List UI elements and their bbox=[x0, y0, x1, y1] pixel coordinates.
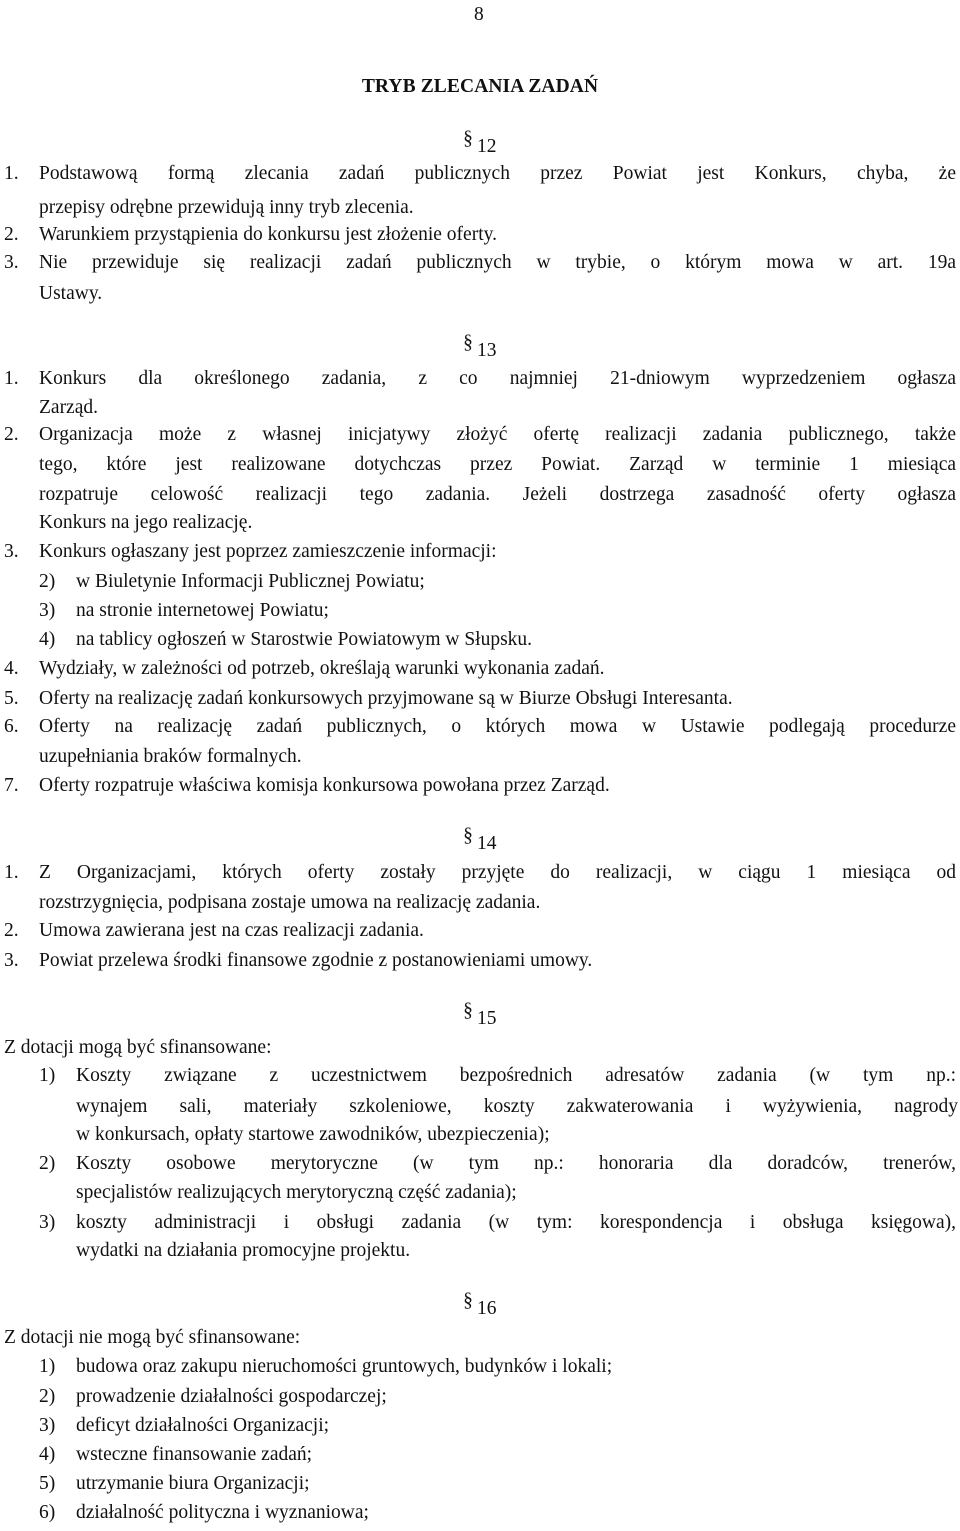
paragraph-line: 1. Podstawową formą zlecania zadań publicznych przez Powiat jest Konkurs, chyba, że bbox=[4, 163, 956, 184]
section-symbol: § bbox=[463, 128, 473, 149]
section-symbol: § bbox=[463, 1000, 473, 1021]
list-item: 3) na stronie internetowej Powiatu; bbox=[39, 600, 329, 621]
section-heading-13 bbox=[459, 332, 497, 364]
paragraph-line: 1. Z Organizacjami, których oferty zostały przyjęte do realizacji, w ciągu 1 miesiąca od bbox=[4, 862, 956, 883]
list-item-continuation: wynajem sali, materiały szkoleniowe, koszty zakwaterowania i wyżywienia, nagrody bbox=[76, 1096, 958, 1117]
paragraph-line: 2. Umowa zawierana jest na czas realizacji zadania. bbox=[4, 920, 424, 941]
section-number: 12 bbox=[477, 136, 497, 157]
document-title: TRYB ZLECANIA ZADAŃ bbox=[361, 76, 599, 97]
paragraph-line: Ustawy. bbox=[39, 283, 103, 304]
section-heading-15 bbox=[459, 1000, 497, 1032]
paragraph-line: 5. Oferty na realizację zadań konkursowych przyjmowane są w Biurze Obsługi Interesanta. bbox=[4, 688, 733, 709]
list-item: 2) prowadzenie działalności gospodarczej; bbox=[39, 1386, 387, 1407]
section-number: 13 bbox=[477, 340, 497, 361]
section-symbol: § bbox=[463, 1290, 473, 1311]
section-heading-16 bbox=[459, 1290, 497, 1322]
paragraph-line: 4. Wydziały, w zależności od potrzeb, określają warunki wykonania zadań. bbox=[4, 658, 605, 679]
list-item: 4) wsteczne finansowanie zadań; bbox=[39, 1444, 313, 1465]
paragraph-intro: Z dotacji mogą być sfinansowane: bbox=[4, 1037, 272, 1058]
paragraph-line: przepisy odrębne przewidują inny tryb zlecenia. bbox=[39, 197, 414, 218]
paragraph-line: 7. Oferty rozpatruje właściwa komisja konkursowa powołana przez Zarząd. bbox=[4, 775, 610, 796]
list-item: 1) Koszty związane z uczestnictwem bezpośrednich adresatów zadania (w tym np.: bbox=[39, 1065, 956, 1086]
paragraph-line: rozstrzygnięcia, podpisana zostaje umowa na realizację zadania. bbox=[39, 892, 541, 913]
paragraph-line: 3. Nie przewiduje się realizacji zadań publicznych w trybie, o którym mowa w art. 19a bbox=[4, 252, 956, 273]
list-item: 3) deficyt działalności Organizacji; bbox=[39, 1415, 330, 1436]
list-item: 2) w Biuletynie Informacji Publicznej Powiatu; bbox=[39, 571, 425, 592]
paragraph-line: 2. Warunkiem przystąpienia do konkursu jest złożenie oferty. bbox=[4, 224, 497, 245]
list-item-continuation: w konkursach, opłaty startowe zawodników, ubezpieczenia); bbox=[76, 1124, 550, 1145]
section-symbol: § bbox=[463, 332, 473, 353]
paragraph-line: tego, które jest realizowane dotychczas przez Powiat. Zarząd w terminie 1 miesiąca bbox=[39, 454, 956, 475]
paragraph-line: uzupełniania braków formalnych. bbox=[39, 746, 302, 767]
list-item: 1) budowa oraz zakupu nieruchomości gruntowych, budynków i lokali; bbox=[39, 1356, 613, 1377]
page-number: 8 bbox=[474, 4, 484, 25]
list-item: 2) Koszty osobowe merytoryczne (w tym np.: honoraria dla doradców, trenerów, bbox=[39, 1153, 956, 1174]
list-item: 5) utrzymanie biura Organizacji; bbox=[39, 1473, 310, 1494]
paragraph-line: Zarząd. bbox=[39, 397, 98, 418]
paragraph-line: rozpatruje celowość realizacji tego zadania. Jeżeli dostrzega zasadność oferty ogłasza bbox=[39, 484, 956, 505]
paragraph-line: 3. Konkurs ogłaszany jest poprzez zamieszczenie informacji: bbox=[4, 541, 497, 562]
list-item: 6) działalność polityczna i wyznaniowa; bbox=[39, 1502, 369, 1523]
list-item-continuation: wydatki na działania promocyjne projektu. bbox=[76, 1240, 411, 1261]
paragraph-line: Konkurs na jego realizację. bbox=[39, 512, 253, 533]
section-number: 16 bbox=[477, 1298, 497, 1319]
section-number: 15 bbox=[477, 1008, 497, 1029]
paragraph-line: 6. Oferty na realizację zadań publicznych, o których mowa w Ustawie podlegają procedurze bbox=[4, 716, 956, 737]
section-heading-12 bbox=[459, 128, 497, 160]
paragraph-line: 2. Organizacja może z własnej inicjatywy złożyć ofertę realizacji zadania publicznego, także bbox=[4, 424, 956, 445]
section-number: 14 bbox=[477, 833, 497, 854]
paragraph-line: 3. Powiat przelewa środki finansowe zgodnie z postanowieniami umowy. bbox=[4, 950, 593, 971]
paragraph-line: 1. Konkurs dla określonego zadania, z co najmniej 21-dniowym wyprzedzeniem ogłasza bbox=[4, 368, 956, 389]
section-heading-14 bbox=[459, 825, 497, 857]
section-symbol: § bbox=[463, 825, 473, 846]
list-item: 3) koszty administracji i obsługi zadania (w tym: korespondencja i obsługa księgowa), bbox=[39, 1212, 956, 1233]
list-item-continuation: specjalistów realizujących merytoryczną część zadania); bbox=[76, 1182, 517, 1203]
paragraph-intro: Z dotacji nie mogą być sfinansowane: bbox=[4, 1327, 301, 1348]
list-item: 4) na tablicy ogłoszeń w Starostwie Powiatowym w Słupsku. bbox=[39, 629, 533, 650]
